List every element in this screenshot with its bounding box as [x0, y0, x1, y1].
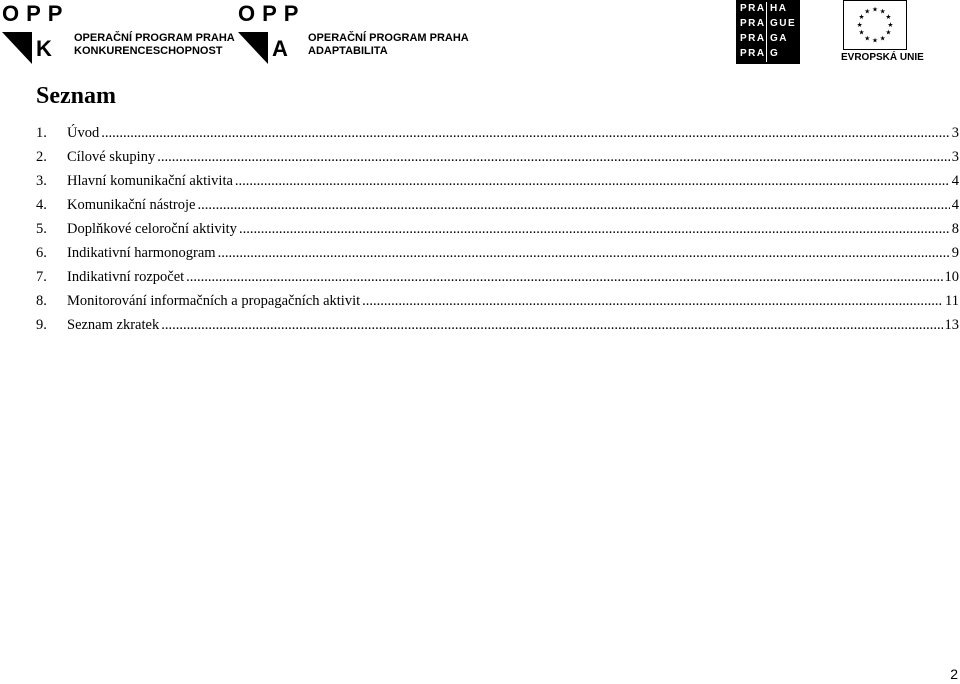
toc-entry-page: 10 — [944, 269, 959, 285]
svg-text:★: ★ — [887, 20, 894, 29]
toc-entry-number: 8. — [36, 293, 47, 309]
praha-logo-right-4: G — [770, 48, 780, 59]
toc-entry-label: Doplňkové celoroční aktivity — [67, 221, 237, 237]
oppk-logo-line2: KONKURENCESCHOPNOST — [74, 45, 223, 57]
toc-entry-label: Hlavní komunikační aktivita — [67, 173, 233, 189]
svg-text:★: ★ — [885, 28, 892, 37]
toc-entry-label: Indikativní harmonogram — [67, 245, 216, 261]
toc-entry-page: 4 — [951, 173, 959, 189]
praha-logo-left-4: PRA — [740, 48, 766, 59]
svg-text:★: ★ — [885, 13, 892, 22]
oppa-logo-line1: OPERAČNÍ PROGRAM PRAHA — [308, 32, 469, 44]
oppa-logo-letters: OPP — [238, 1, 306, 26]
toc-entry-leader — [197, 193, 949, 217]
toc-entry-page: 11 — [945, 293, 959, 309]
svg-text:★: ★ — [858, 13, 865, 22]
toc-entry-number: 2. — [36, 149, 47, 165]
toc-entry-label: Úvod — [67, 125, 100, 141]
toc-entry[interactable] — [36, 313, 959, 337]
praha-logo — [736, 0, 800, 64]
toc-entry-label: Indikativní rozpočet — [67, 269, 185, 285]
toc-entry-number: 9. — [36, 317, 47, 333]
svg-text:★: ★ — [856, 20, 863, 29]
toc-entry-page: 3 — [951, 149, 959, 165]
praha-logo-right-3: GA — [770, 33, 788, 44]
praha-logo-right-1: HA — [770, 3, 788, 14]
toc-entry[interactable] — [36, 265, 959, 289]
page-number: 2 — [950, 666, 958, 682]
toc-entry-label: Seznam zkratek — [67, 317, 160, 333]
svg-text:★: ★ — [871, 5, 879, 14]
svg-text:★: ★ — [864, 7, 871, 16]
oppk-logo-sub-letter: K — [36, 36, 52, 61]
toc-entry[interactable] — [36, 145, 959, 169]
toc-entry-leader — [239, 217, 950, 241]
toc-entry-leader — [101, 121, 950, 145]
toc-entry-leader — [235, 169, 950, 193]
toc-entry-leader — [218, 241, 950, 265]
toc-entry[interactable] — [36, 289, 959, 313]
praha-logo-left-2: PRA — [740, 18, 766, 29]
oppk-logo — [2, 1, 235, 64]
oppk-logo-line1: OPERAČNÍ PROGRAM PRAHA — [74, 32, 235, 44]
svg-text:★: ★ — [871, 36, 879, 45]
toc-entry-number: 7. — [36, 269, 47, 285]
eu-logo — [841, 0, 923, 64]
toc-entry-number: 1. — [36, 125, 47, 141]
oppa-logo-sub-letter: A — [272, 36, 288, 61]
toc-entry-page: 3 — [951, 125, 959, 141]
toc-entry-page: 4 — [951, 197, 959, 213]
oppa-logo — [238, 2, 468, 64]
toc-entry[interactable] — [36, 169, 959, 193]
toc-entry-page: 8 — [951, 221, 959, 237]
toc-entry-number: 4. — [36, 197, 47, 213]
svg-text:★: ★ — [864, 34, 871, 43]
toc-entry[interactable] — [36, 217, 959, 241]
toc-entry-leader — [186, 265, 942, 289]
toc-entry[interactable] — [36, 241, 959, 265]
svg-text:★: ★ — [879, 34, 886, 43]
toc-entry-leader — [161, 313, 942, 337]
page-title: Seznam — [36, 83, 116, 109]
toc-entry-number: 3. — [36, 173, 47, 189]
toc-entry-page: 9 — [951, 245, 959, 261]
praha-logo-right-2: GUE — [770, 18, 797, 29]
praha-logo-divider — [766, 2, 767, 62]
toc-entry-label: Monitorování informačních a propagačních aktivit — [67, 293, 361, 309]
eu-flag-icon — [843, 0, 907, 50]
toc-entry[interactable] — [36, 121, 959, 145]
oppa-logo-line2: ADAPTABILITA — [308, 45, 388, 57]
toc-entry-page: 13 — [944, 317, 959, 333]
toc-entry-number: 5. — [36, 221, 47, 237]
toc-entry[interactable] — [36, 193, 959, 217]
toc-entry-label: Komunikační nástroje — [67, 197, 196, 213]
svg-text:★: ★ — [858, 28, 865, 37]
oppk-logo-letters: OPP — [2, 1, 70, 26]
praha-logo-left-3: PRA — [740, 33, 766, 44]
praha-logo-left-1: PRA — [740, 3, 766, 14]
eu-logo-label: EVROPSKÁ UNIE — [841, 52, 924, 63]
table-of-contents — [36, 121, 959, 337]
toc-entry-leader — [362, 289, 943, 313]
toc-entry-leader — [157, 145, 950, 169]
toc-entry-label: Cílové skupiny — [67, 149, 156, 165]
toc-entry-number: 6. — [36, 245, 47, 261]
svg-text:★: ★ — [879, 7, 886, 16]
